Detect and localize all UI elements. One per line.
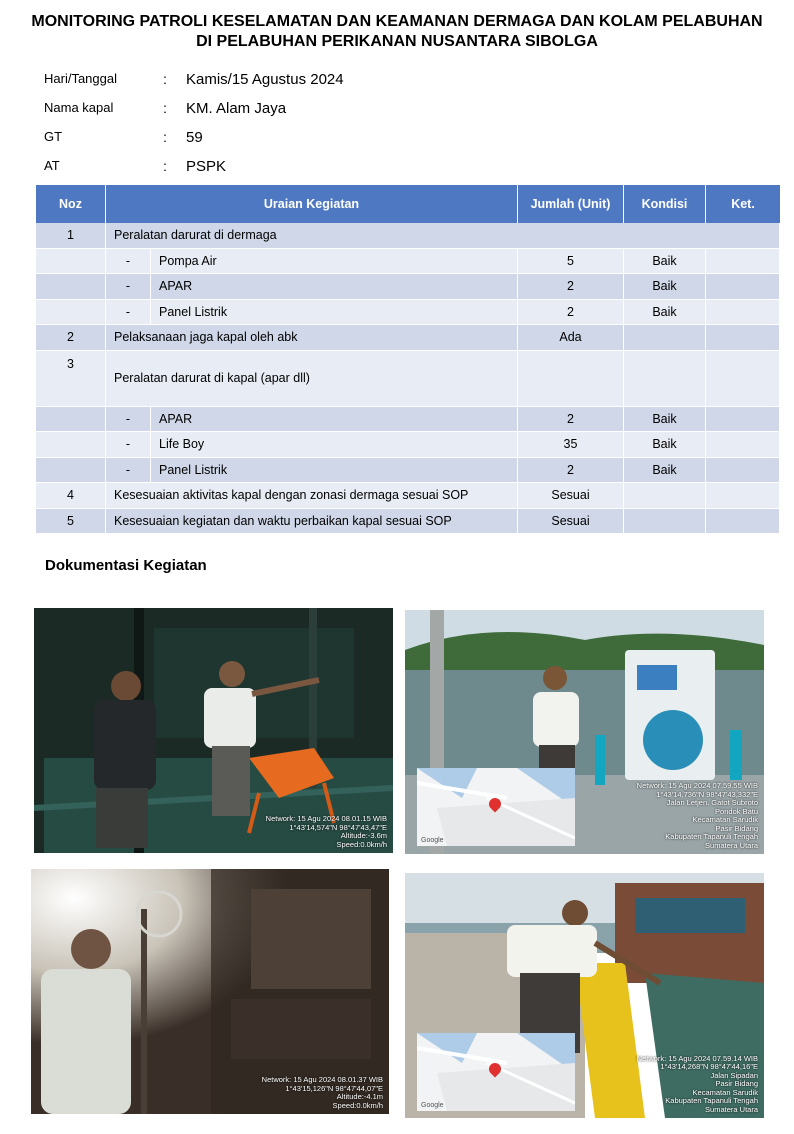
row-condition: Baik	[624, 407, 706, 433]
stamp-line: Speed:0.0km/h	[336, 839, 387, 849]
row-condition	[624, 325, 706, 351]
table-row	[36, 274, 780, 300]
empty-cell	[36, 432, 106, 458]
row-condition: Baik	[624, 300, 706, 326]
info-value: KM. Alam Jaya	[186, 100, 287, 117]
table-row	[36, 351, 780, 407]
row-quantity: 2	[518, 458, 624, 484]
info-value: Kamis/15 Agustus 2024	[186, 71, 344, 88]
row-number: 3	[36, 351, 106, 407]
row-description: Peralatan darurat di kapal (apar dll)	[106, 351, 518, 407]
info-colon: :	[163, 100, 167, 116]
row-dash: -	[106, 432, 151, 458]
row-quantity: Sesuai	[518, 483, 624, 509]
header-description: Uraian Kegiatan	[106, 185, 518, 223]
row-description: Life Boy	[151, 432, 518, 458]
row-quantity: Ada	[518, 325, 624, 351]
activity-table	[36, 185, 780, 534]
title-line-1: MONITORING PATROLI KESELAMATAN DAN KEAMANAN DERMAGA DAN KOLAM PELABUHAN	[31, 13, 763, 30]
row-description: Peralatan darurat di dermaga	[106, 223, 780, 249]
stamp-line: Kabupaten Tapanuli Tengah	[665, 1096, 758, 1105]
table-row	[36, 300, 780, 326]
row-quantity: 35	[518, 432, 624, 458]
info-colon: :	[163, 129, 167, 145]
stamp-line: Jalan Letjen. Gatot Subroto	[666, 798, 758, 807]
info-colon: :	[163, 158, 167, 174]
row-condition: Baik	[624, 432, 706, 458]
header-condition: Kondisi	[624, 185, 706, 223]
row-notes	[706, 351, 780, 407]
row-description: Pelaksanaan jaga kapal oleh abk	[106, 325, 518, 351]
photo-stamp	[262, 1076, 383, 1110]
row-number: 2	[36, 325, 106, 351]
row-quantity: 5	[518, 249, 624, 275]
stamp-line: Pasir Bidang	[715, 1079, 758, 1088]
row-notes	[706, 509, 780, 535]
section-title-documentation: Dokumentasi Kegiatan	[45, 557, 207, 574]
row-quantity: Sesuai	[518, 509, 624, 535]
info-colon: :	[163, 71, 167, 87]
table-row	[36, 407, 780, 433]
row-description: Panel Listrik	[151, 300, 518, 326]
row-quantity: 2	[518, 274, 624, 300]
activity-photo-4	[405, 873, 764, 1118]
row-notes	[706, 300, 780, 326]
info-label: Hari/Tanggal	[44, 71, 117, 86]
activity-photo-1	[34, 608, 393, 853]
row-condition	[624, 351, 706, 407]
stamp-line: Kecamatan Sarudik	[692, 1087, 758, 1097]
table-row	[36, 509, 780, 535]
empty-cell	[36, 274, 106, 300]
empty-cell	[36, 300, 106, 326]
stamp-line: 1°43'14,268"N 98°47'44,16"E	[660, 1062, 758, 1071]
row-quantity: 2	[518, 300, 624, 326]
stamp-line: Network: 15 Agu 2024 07.59.55 WIB	[636, 781, 758, 790]
activity-photo-3	[31, 869, 389, 1114]
stamp-line: Sumatera Utara	[705, 840, 758, 850]
stamp-line: 1°43'15,126"N 98°47'44,07"E	[285, 1083, 383, 1093]
header-no: Noz	[36, 185, 106, 223]
stamp-line: 1°43'14,736"N 98°47'43,332"E	[656, 789, 758, 799]
stamp-line: Pondok Batu	[715, 806, 758, 816]
stamp-line: Network: 15 Agu 2024 07.59.14 WIB	[636, 1053, 758, 1063]
empty-cell	[36, 407, 106, 433]
table-row	[36, 249, 780, 275]
row-notes	[706, 483, 780, 509]
activity-photo-2	[405, 610, 764, 854]
row-number: 4	[36, 483, 106, 509]
stamp-line: Altitude:-4.1m	[336, 1092, 383, 1101]
row-condition: Baik	[624, 249, 706, 275]
stamp-line: Pasir Bidang	[715, 823, 758, 833]
table-row	[36, 325, 780, 351]
empty-cell	[36, 458, 106, 484]
empty-cell	[36, 249, 106, 275]
stamp-line: Kabupaten Tapanuli Tengah	[665, 832, 758, 841]
row-notes	[706, 432, 780, 458]
photo-stamp	[637, 1055, 758, 1115]
row-number: 1	[36, 223, 106, 249]
row-condition	[624, 509, 706, 535]
info-value: PSPK	[186, 158, 227, 175]
stamp-line: Network: 15 Agu 2024 08.01.15 WIB	[265, 814, 387, 823]
row-notes	[706, 249, 780, 275]
info-value: 59	[186, 129, 203, 146]
row-quantity	[518, 351, 624, 407]
row-number: 5	[36, 509, 106, 535]
location-map	[417, 768, 575, 846]
info-label: AT	[44, 158, 60, 173]
row-description: Kesesuaian aktivitas kapal dengan zonasi dermaga sesuai SOP	[106, 483, 518, 509]
row-condition: Baik	[624, 458, 706, 484]
row-description: APAR	[151, 407, 518, 433]
stamp-line: Altitude:-3.6m	[340, 831, 387, 840]
row-dash: -	[106, 458, 151, 484]
row-dash: -	[106, 300, 151, 326]
stamp-line: 1°43'14,574"N 98°47'43,47"E	[289, 822, 387, 832]
photo-stamp	[637, 782, 758, 850]
row-description: Pompa Air	[151, 249, 518, 275]
stamp-line: Sumatera Utara	[705, 1104, 758, 1114]
header-notes: Ket.	[706, 185, 780, 223]
row-notes	[706, 458, 780, 484]
table-row	[36, 432, 780, 458]
stamp-line: Kecamatan Sarudik	[692, 815, 758, 824]
info-label: GT	[44, 129, 63, 144]
stamp-line: Network: 15 Agu 2024 08.01.37 WIB	[261, 1075, 383, 1084]
row-dash: -	[106, 274, 151, 300]
stamp-line: Jalan Sipadan	[710, 1070, 758, 1080]
row-notes	[706, 407, 780, 433]
row-notes	[706, 325, 780, 351]
title-line-2: DI PELABUHAN PERIKANAN NUSANTARA SIBOLGA	[196, 33, 598, 50]
document-title	[0, 12, 794, 52]
google-logo: Google	[421, 837, 444, 844]
table-header-row	[36, 185, 780, 223]
table-row	[36, 483, 780, 509]
table-row	[36, 223, 780, 249]
row-quantity: 2	[518, 407, 624, 433]
google-logo: Google	[421, 1102, 444, 1109]
row-dash: -	[106, 249, 151, 275]
row-notes	[706, 274, 780, 300]
header-quantity: Jumlah (Unit)	[518, 185, 624, 223]
row-dash: -	[106, 407, 151, 433]
stamp-line: Speed:0.0km/h	[332, 1100, 383, 1110]
info-label: Nama kapal	[44, 100, 114, 115]
row-condition: Baik	[624, 274, 706, 300]
row-description: Kesesuaian kegiatan dan waktu perbaikan kapal sesuai SOP	[106, 509, 518, 535]
row-description: APAR	[151, 274, 518, 300]
table-row	[36, 458, 780, 484]
row-condition	[624, 483, 706, 509]
location-map	[417, 1033, 575, 1111]
row-description: Panel Listrik	[151, 458, 518, 484]
photo-stamp	[266, 815, 387, 849]
